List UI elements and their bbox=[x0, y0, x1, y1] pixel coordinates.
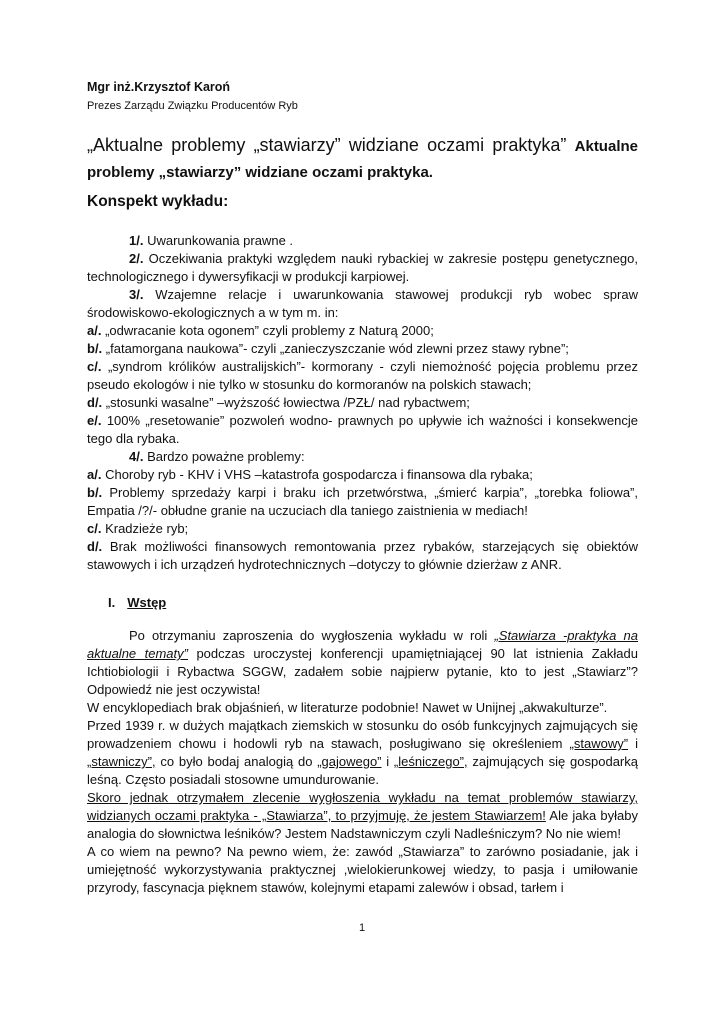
item-text: „odwracanie kota ogonem” czyli problemy z Naturą 2000; bbox=[101, 323, 434, 338]
section-number: I. bbox=[108, 595, 116, 610]
item-text: Choroby ryb - KHV i VHS –katastrofa gospodarcza i finansowa dla rybaka; bbox=[101, 467, 533, 482]
lecture-title bbox=[87, 133, 638, 185]
section-heading bbox=[108, 595, 308, 610]
outline-subitem bbox=[87, 340, 638, 358]
item-text: 100% „resetowanie” pozwoleń wodno- prawnych po upływie ich ważności i konsekwencje tego dla rybaka. bbox=[87, 413, 638, 446]
intro-text bbox=[87, 627, 638, 897]
paragraph bbox=[87, 789, 638, 843]
outline-item bbox=[87, 232, 638, 250]
underlined-sentence: Skoro jednak otrzymałem zlecenie wygłoszenia wykładu na temat problemów stawiarzy, widzianych oczami praktyka - „Stawiarza”, to przyjmuję, że jestem Stawiarzem! bbox=[87, 790, 638, 823]
item-text: „fatamorgana naukowa”- czyli „zanieczyszczanie wód zlewni przez stawy rybne”; bbox=[102, 341, 569, 356]
text-run: i bbox=[381, 754, 394, 769]
underlined-term: „gajowego” bbox=[317, 754, 382, 769]
paragraph: A co wiem na pewno? Na pewno wiem, że: zawód „Stawiarza” to zarówno posiadanie, jak i umiejętność wykorzystywania praktycznej ,wielokierunkowej wiedzy, to pasja i umiłowanie przyrody, fascynacja pięknem stawów, kolejnymi etapami zalewów i obsad, tarłem i bbox=[87, 844, 638, 895]
item-text: Wzajemne relacje i uwarunkowania stawowej produkcji ryb wobec spraw środowiskowo-ekologicznych a w tym m. in: bbox=[87, 287, 638, 320]
title-bold: Aktualne problemy „stawiarzy” widziane oczami praktyka. bbox=[87, 138, 638, 181]
author-name: Mgr inż.Krzysztof Karoń bbox=[87, 80, 231, 94]
author-position: Prezes Zarządu Związku Producentów Ryb bbox=[87, 100, 298, 112]
outline-item bbox=[87, 286, 638, 322]
outline-subitem bbox=[87, 358, 638, 394]
item-text: „syndrom królików australijskich”- kormorany - czyli niemożność pojęcia problemu przez pseudo ekologów i nie tylko w stosunku do kormoranów na polskich stawach; bbox=[87, 359, 638, 392]
lecture-role-quote: „Stawiarza -praktyka na aktualne tematy” bbox=[87, 628, 638, 661]
text-run: Ale jaka byłaby analogia do słownictwa leśników? Jestem Nadstawniczym czyli Nadleśniczym? No nie wiem! bbox=[87, 808, 638, 841]
outline-subitem bbox=[87, 484, 638, 520]
outline-list bbox=[87, 232, 638, 574]
text-run: podczas uroczystej konferencji upamiętniającej 90 lat istnienia Zakładu Ichtiobiologii i Rybactwa SGGW, zadałem sobie najpierw pytanie, kto to jest „Stawiarz”? Odpowiedź nie jest oczywista! bbox=[87, 646, 638, 697]
outline-item bbox=[87, 250, 638, 286]
paragraph bbox=[87, 717, 638, 789]
text-run: co było bodaj analogią do bbox=[155, 754, 318, 769]
item-number: c/. bbox=[87, 359, 102, 374]
item-text: Brak możliwości finansowych remontowania przez rybaków, starzejących się obiektów stawowych i ich urządzeń hydrotechnicznych –dotyczy to głównie dzierżaw z ANR. bbox=[87, 539, 638, 572]
text-run: zajmujących się gospodarką leśną. Często posiadali stosowne umundurowanie. bbox=[87, 754, 638, 787]
title-main: „Aktualne problemy „stawiarzy” widziane oczami praktyka” bbox=[87, 135, 575, 155]
section-title: Wstęp bbox=[127, 595, 167, 610]
item-text: Kradzieże ryb; bbox=[101, 521, 189, 536]
item-number: a/. bbox=[87, 323, 102, 338]
paragraph: W encyklopediach brak objaśnień, w literaturze podobnie! Nawet w Unijnej „akwakulturze”. bbox=[87, 700, 608, 715]
item-text: „stosunki wasalne” –wyższość łowiectwa /PZŁ/ nad rybactwem; bbox=[102, 395, 470, 410]
item-number: 3/. bbox=[129, 287, 144, 302]
item-number: e/. bbox=[87, 413, 102, 428]
item-number: d/. bbox=[87, 539, 103, 554]
underlined-term: „leśniczego”, bbox=[393, 754, 468, 769]
underlined-term: „stawowy” bbox=[569, 736, 629, 751]
paragraph bbox=[87, 627, 638, 699]
outline-heading: Konspekt wykładu: bbox=[87, 193, 229, 210]
text-run: Przed 1939 r. w dużych majątkach ziemskich w stosunku do osób funkcyjnych zajmujących się prowadzeniem chowu i hodowli ryb na stawach, posługiwano się określeniem bbox=[87, 718, 638, 751]
text-run: i bbox=[628, 736, 638, 751]
item-text: Problemy sprzedaży karpi i braku ich przetwórstwa, „śmierć karpia”, „torebka foliowa”, Empatia /?/- obłudne granie na uczuciach dla taniego zaistnienia w mediach! bbox=[87, 485, 638, 518]
item-number: d/. bbox=[87, 395, 103, 410]
text-run: Po otrzymaniu zaproszenia do wygłoszenia wykładu w roli bbox=[129, 628, 495, 643]
item-number: 4/. bbox=[129, 449, 144, 464]
outline-subitem bbox=[87, 520, 638, 538]
item-number: b/. bbox=[87, 485, 103, 500]
item-number: c/. bbox=[87, 521, 102, 536]
outline-subitem bbox=[87, 538, 638, 574]
item-number: 2/. bbox=[129, 251, 144, 266]
item-text: Bardzo poważne problemy: bbox=[143, 449, 305, 464]
outline-subitem bbox=[87, 322, 638, 340]
outline-subitem bbox=[87, 412, 638, 448]
outline-item bbox=[87, 448, 638, 466]
outline-subitem bbox=[87, 466, 638, 484]
item-number: a/. bbox=[87, 467, 102, 482]
item-number: b/. bbox=[87, 341, 103, 356]
item-text: Oczekiwania praktyki względem nauki rybackiej w zakresie postępu genetycznego, technologicznego i dywersyfikacji w produkcji karpiowej. bbox=[87, 251, 638, 284]
underlined-term: „stawniczy”, bbox=[87, 754, 156, 769]
outline-subitem bbox=[87, 394, 638, 412]
item-text: Uwarunkowania prawne . bbox=[143, 233, 294, 248]
item-number: 1/. bbox=[129, 233, 144, 248]
page-number: 1 bbox=[358, 922, 366, 934]
